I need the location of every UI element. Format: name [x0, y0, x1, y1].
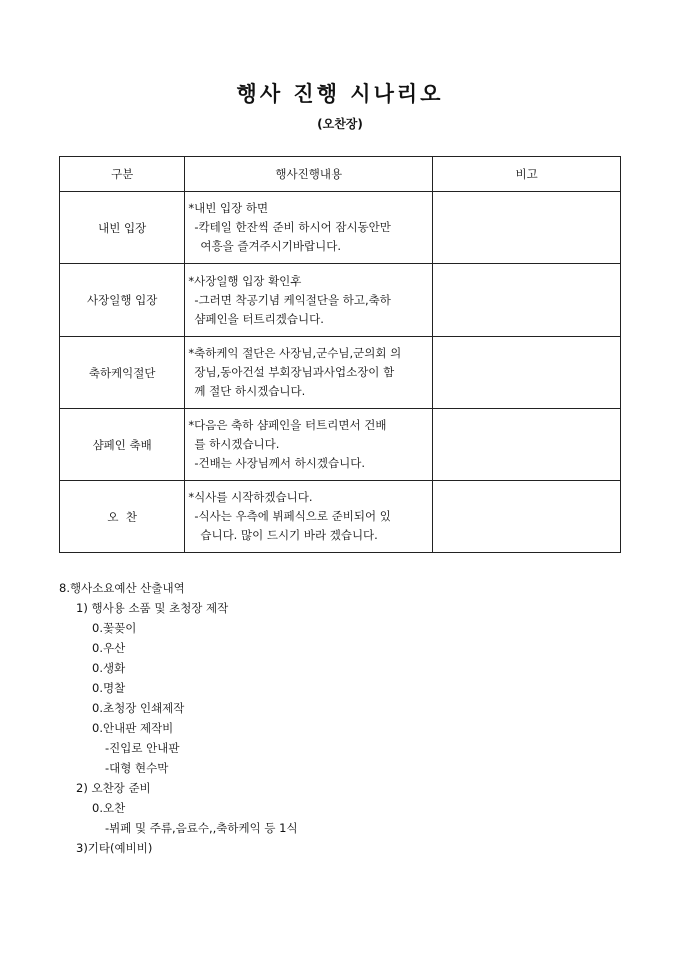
content-line: *내빈 입장 하면 [188, 201, 269, 215]
row-content [185, 409, 433, 481]
content-line: 샴페인을 터트리겠습니다. [194, 311, 324, 326]
content-line: 여흥을 즐겨주시기바랍니다. [200, 239, 341, 253]
header-content: 행사진행내용 [185, 157, 433, 192]
table-row [60, 337, 621, 409]
content-line: -식사는 우측에 뷔페식으로 준비되어 있 [194, 509, 391, 523]
row-category: 오 찬 [60, 481, 185, 553]
header-note: 비고 [433, 157, 621, 192]
row-note [433, 264, 621, 337]
row-category: 내빈 입장 [60, 192, 185, 264]
budget-section-1: 1) 행사용 소품 및 초청장 제작 [76, 601, 229, 615]
content-line: 를 하시겠습니다. [194, 437, 280, 451]
content-line: *식사를 시작하겠습니다. [188, 490, 313, 504]
header-category: 구분 [60, 157, 185, 192]
content-line: -칵테일 한잔씩 준비 하시어 잠시동안만 [194, 220, 391, 234]
table-row [60, 264, 621, 337]
table-row [60, 192, 621, 264]
budget-item: 0.생화 [92, 661, 126, 675]
table-row [60, 481, 621, 553]
row-note [433, 337, 621, 409]
content-line: 께 절단 하시겠습니다. [194, 384, 306, 398]
budget-subitem: -뷔페 및 주류,음료수,,축하케익 등 1식 [105, 821, 298, 835]
schedule-table [59, 156, 621, 553]
page-title: 행사 진행 시나리오 [236, 81, 444, 106]
table-header-row [60, 157, 621, 192]
budget-item: 0.초청장 인쇄제작 [92, 701, 185, 715]
content-line: -건배는 사장님께서 하시겠습니다. [194, 456, 365, 470]
row-content [185, 192, 433, 264]
budget-section-2: 2) 오찬장 준비 [76, 781, 151, 795]
table-row [60, 409, 621, 481]
row-content [185, 264, 433, 337]
content-line: -그러면 착공기념 케익절단을 하고,축하 [194, 292, 391, 307]
content-line: *다음은 축하 샴페인을 터트리면서 건배 [188, 418, 387, 432]
budget-section-3: 3)기타(예비비) [76, 841, 153, 855]
content-line: *사장일행 입장 확인후 [188, 273, 302, 288]
budget-item: 0.우산 [92, 641, 126, 655]
row-category: 샴페인 축배 [60, 409, 185, 481]
page-subtitle: (오찬장) [317, 117, 363, 131]
budget-subitem: -진입로 안내판 [105, 741, 180, 755]
content-line: 습니다. 많이 드시기 바라 겠습니다. [200, 528, 378, 542]
row-category: 사장일행 입장 [60, 264, 185, 337]
row-note [433, 481, 621, 553]
budget-item: 0.명찰 [92, 681, 126, 695]
budget-item: 0.꽃꽂이 [92, 621, 137, 635]
budget-subitem: -대형 현수막 [105, 761, 169, 775]
row-note [433, 409, 621, 481]
content-line: 장님,동아건설 부회장님과사업소장이 함 [194, 365, 395, 379]
budget-section [59, 578, 298, 858]
row-category: 축하케익절단 [60, 337, 185, 409]
budget-item: 0.안내판 제작비 [92, 721, 174, 735]
budget-heading: 8.행사소요예산 산출내역 [59, 581, 185, 595]
content-line: *축하케익 절단은 사장님,군수님,군의회 의 [188, 346, 402, 360]
row-content [185, 337, 433, 409]
row-content [185, 481, 433, 553]
budget-item: 0.오찬 [92, 801, 126, 815]
row-note [433, 192, 621, 264]
